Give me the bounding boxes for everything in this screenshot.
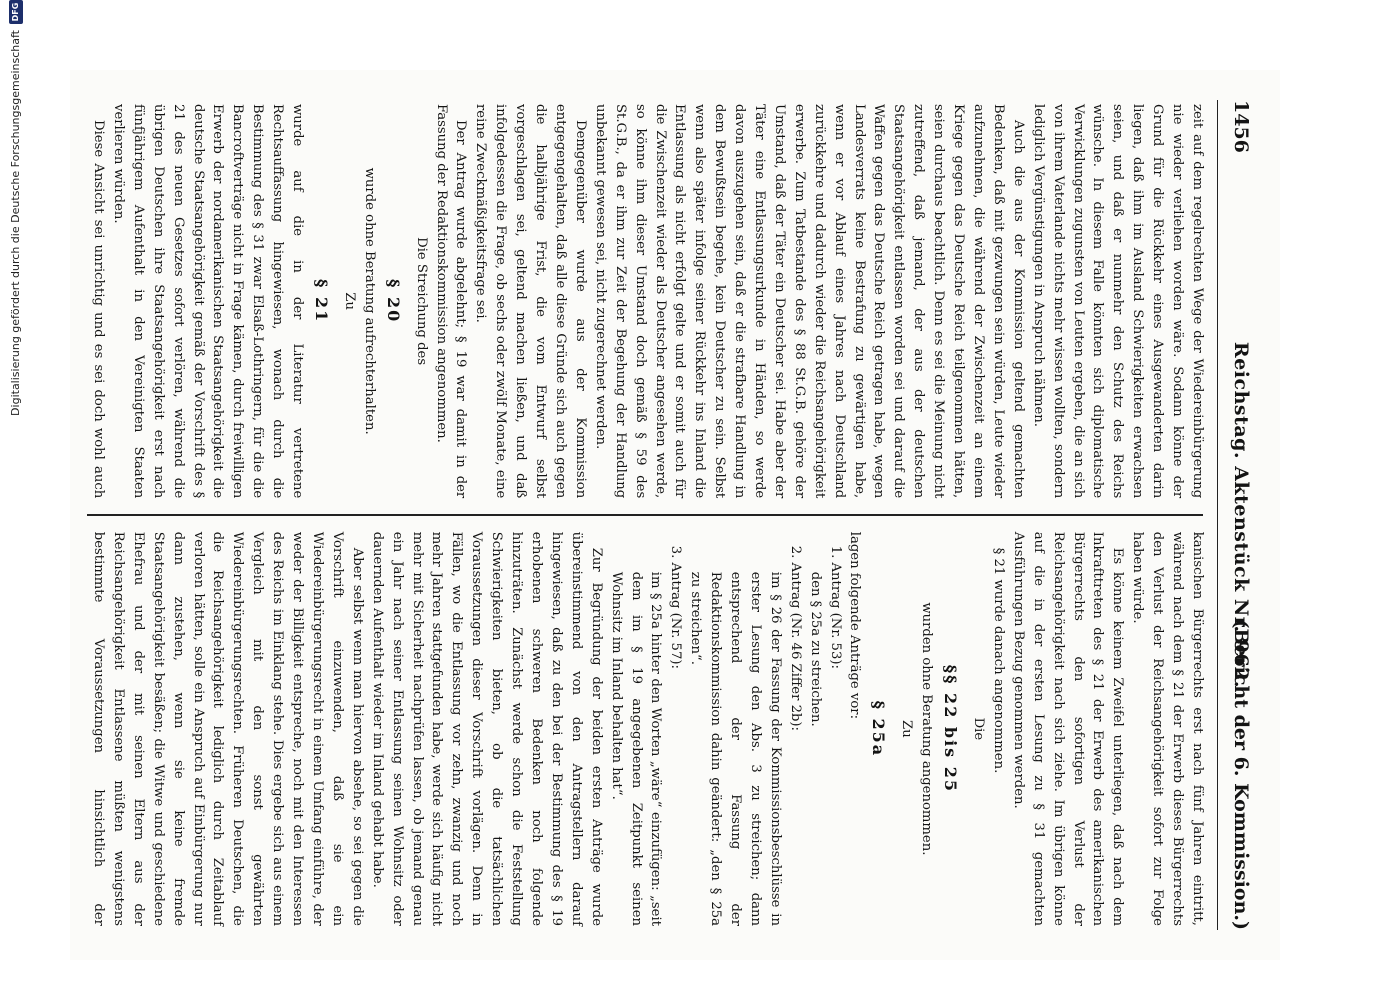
motion-text: im § 26 der Fassung der Kommissionsbeschlüsse in erster Lesung den Abs. 3 zu streichen; dann entsprechend der Fassung der Redaktionskommission dahin geändert: „den § 25a zu streichen“. — [688, 571, 783, 926]
motion-text: im § 25a hinter den Worten „wäre“ einzufügen: „seit dem im § 19 angegebenen Zeitpunkt seinen Wohnsitz im Inland behalten hat“. — [608, 571, 664, 926]
motion-text: den § 25a zu streichen. — [807, 571, 823, 727]
page-header — [1217, 100, 1264, 930]
page-number: 1456 — [1230, 100, 1252, 153]
right-column — [87, 516, 1207, 930]
document-page — [70, 70, 1280, 960]
section-heading: § 21 — [312, 279, 332, 324]
paragraph: Zur Begründung der beiden ersten Anträge wurde übereinstimmend von den Antragstellern darauf hingewiesen, daß zu den bei der Bestimmung des § 19 erhobenen schweren Bedenken noch folgende hinzuträten. Zunächst werde schon die Feststellung Schwierigkeiten bieten, ob die tatsächlichen Voraussetzungen dieser Vorschrift vorlägen. Denn in Fällen, wo die Entlassung vor zehn, zwanzig und noch mehr Jahren stattgefunden habe, werde sich häufig nicht mehr mit Sicherheit nachprüfen lassen, ob jemand genau ein Jahr nach seiner Entlassung seinen Wohnsitz oder dauernden Aufenthalt wieder im Inland gehabt habe. — [369, 531, 604, 926]
credit-text: Digitalisierung gefördert durch die Deutsche Forschungsgemeinschaft — [9, 30, 22, 416]
motion-label: 1. Antrag (Nr. 53): — [827, 545, 843, 669]
motion-label: 2. Antrag (Nr. 46 Ziffer 2b): — [787, 545, 803, 732]
motion-label: 3. Antrag (Nr. 57): — [668, 545, 684, 669]
text-columns — [87, 100, 1207, 930]
section-heading: §§ 22 bis 25 — [941, 664, 961, 793]
paragraph: Die Streichung des — [413, 237, 429, 366]
scanned-page-frame — [70, 70, 1280, 960]
list-item — [685, 532, 804, 926]
dfg-logo-icon: DFG — [9, 0, 23, 24]
paragraph: wurde auf die in der Literatur vertretene Rechtsauffassung hingewiesen, wonach durch die Bestimmung des § 31 zwar Elsaß-Lothringern, für die die Bancroftverträge nicht in Frage kämen, durch freiwilligen Erwerb der nordamerikanischen Staatsangehörigkeit die deutsche Staatsangehörigkeit gemäß der Vorschrift des § 21 des neuen Gesetzes sofort verlören, während die übrigen Deutschen ihre Staatsangehörigkeit erst nach fünfjährigem Aufenthalt in den Vereinigten Staaten verlieren würden. — [110, 104, 306, 499]
paragraph: Aber selbst wenn man hiervon absehe, so sei gegen die Vorschrift einzuwenden, daß sie ein Wiedereinbürgerungsrecht in einem Umfang einführe, der weder der Billigkeit entspreche, noch mit den Interessen des Reichs im Einklang stehe. Dies ergebe sich aus einem Vergleich mit den sonst gewährten Wiedereinbürgerungsrechten. Früheren Deutschen, die die Reichsangehörigkeit lediglich durch Zeitablauf verloren hätten, solle ein Anspruch auf Einbürgerung nur dann zustehen, wenn sie keine fremde Staatsangehörigkeit besäßen; die Witwe und geschiedene Ehefrau und der mit seinen Eltern aus der Reichsangehörigkeit Entlassene müßten wenigstens bestimmte Voraussetzungen hinsichtlich der — [91, 531, 365, 926]
paragraph: lagen folgende Anträge vor: — [847, 531, 863, 720]
paragraph: Zu — [341, 292, 357, 310]
section-heading: § 25a — [869, 700, 889, 758]
paragraph: Es könne keinem Zweifel unterliegen, daß nach dem Inkrafttreten des § 21 der Erwerb des amerikanischen Bürgerrechts den sofortigen Verlust der Reichsangehörigkeit nach sich ziehe. Im übrigen könne auf die in der ersten Lesung zu § 31 gemachten Ausführungen Bezug genommen werden. — [1010, 531, 1126, 926]
section-heading: § 20 — [383, 279, 403, 324]
paragraph: wurden ohne Beratung angenommen. — [919, 602, 935, 856]
paragraph: Die — [971, 717, 987, 741]
paragraph: Zu — [899, 720, 915, 738]
running-title: Reichstag. Aktenstück Nr. 962. — [1230, 341, 1252, 689]
paragraph: wurde ohne Beratung aufrechterhalten. — [361, 167, 377, 435]
left-column — [87, 100, 1207, 514]
paragraph: Demgegenüber wurde aus der Kommission entgegengehalten, daß alle diese Gründe sich auch gegen die halbjährige Frist, die vom Entwurf selbst vorgeschlagen sei, geltend machen ließen, und daß infolgedessen die Frage, ob sechs oder zwölf Monate, eine reine Zweckmäßigkeitsfrage sei. — [473, 104, 588, 499]
paragraph: § 21 wurde danach angenommen. — [990, 547, 1006, 774]
paragraph: Der Antrag wurde abgelehnt; § 19 war damit in der Fassung der Redaktionskommission angenommen. — [433, 104, 469, 499]
digitization-credit — [6, 0, 26, 1000]
motion-list — [606, 532, 845, 926]
running-subtitle: (Bericht der 6. Kommission.) — [1230, 619, 1252, 930]
paragraph: zeit auf dem regelrechten Wege der Wiedereinbürgerung nie wieder verliehen worden wäre. Sodann könne der Grund für die Rückkehr eines Ausgewanderten darin liegen, daß ihm im Ausland Schwierigkeiten erwachsen seien, und daß er nunmehr den Schutz des Reichs wünsche. In diesem Falle könnten sich diplomatische Verwicklungen zugunsten von Leuten ergeben, die an sich von ihrem Vaterlande nichts mehr wissen wollten, sondern lediglich Vergünstigungen in Anspruch nähmen. — [1030, 104, 1205, 499]
paragraph: Diese Ansicht sei unrichtig und es sei doch wohl auch — [91, 120, 107, 499]
paragraph: kanischen Bürgerrechts erst nach fünf Jahren eintritt, während nach dem § 21 der Erwerb dieses Bürgerrechts den Verlust der Reichsangehörigkeit sofort zur Folge haben würde. — [1130, 531, 1205, 926]
paragraph: Auch die aus der Kommission geltend gemachten Bedenken, daß mit gezwungen sein würden, Leute wieder aufzunehmen, die während der Zwischenzeit an einem Kriege gegen das Deutsche Reich teilgenommen hätten, seien durchaus beachtlich. Denn es sei die Meinung nicht zutreffend, daß jemand, der aus der deutschen Staatsangehörigkeit entlassen worden sei und darauf die Waffen gegen das Deutsche Reich getragen habe, wegen Landesverrats keine Bestrafung zu gewärtigen habe, wenn er vor Ablauf eines Jahres nach Deutschland zurückkehre und dadurch wieder die Reichsangehörigkeit erwerbe. Zum Tatbestande des § 88 St.G.B. gehöre der Umstand, daß der Täter ein Deutscher sei. Habe aber der Täter eine Entlassungsurkunde in Händen, so werde davon auszugehen sein, daß er die strafbare Handlung in dem Bewußtsein begehe, kein Deutscher zu sein. Selbst wenn also später infolge seiner Rückkehr ins Inland die Entlassung als nicht erfolgt gelte und er somit auch für die Zwischenzeit wieder als Deutscher angesehen werde, so könne ihm dieser Umstand doch gemäß § 59 des St.G.B., da er ihm zur Zeit der Begehung der Handlung unbekannt gewesen sei, nicht zugerechnet werden. — [592, 104, 1026, 499]
list-item — [606, 532, 686, 926]
list-item — [805, 532, 845, 926]
credit-line — [6, 0, 26, 990]
